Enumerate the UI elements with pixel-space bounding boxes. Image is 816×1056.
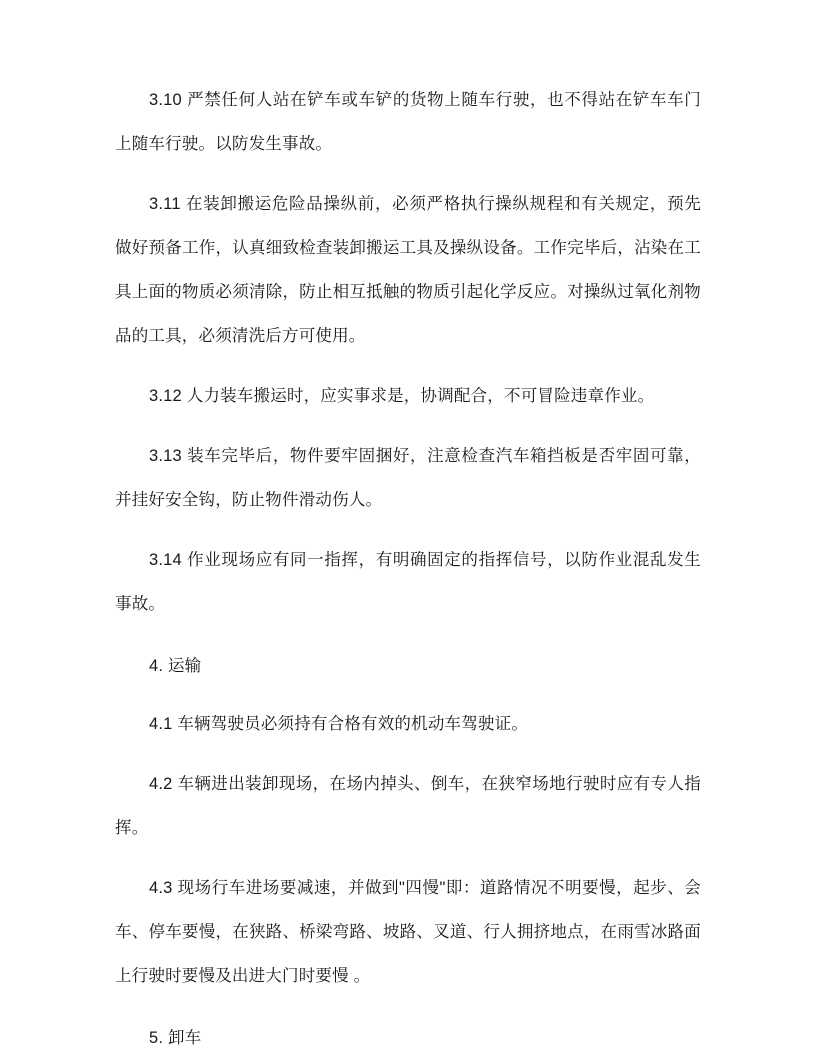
- paragraph-spacer: [115, 418, 701, 434]
- paragraph-3-12: 3.12 人力装车搬运时，应实事求是，协调配合，不可冒险违章作业。: [149, 387, 655, 405]
- paragraph-spacer: [115, 358, 701, 374]
- paragraph-3-11: 3.11 在装卸搬运危险品操纵前，必须严格执行操纵规程和有关规定，预先做好预备工作，认真细致检查装卸搬运工具及操纵设备。工作完毕后，沾染在工具上面的物质必须清除，防止相互抵触的物质引起化学反应。对操纵过氧化剂物品的工具，必须清洗后方可使用。: [115, 195, 701, 345]
- heading-section-4-transport: 4. 运输: [149, 657, 202, 675]
- paragraph-spacer: [115, 746, 701, 762]
- paragraph-spacer: [115, 166, 701, 182]
- paragraph-spacer: [115, 522, 701, 538]
- heading-section-5-unloading: 5. 卸车: [149, 1029, 202, 1047]
- paragraph-4-2: 4.2 车辆进出装卸现场，在场内掉头、倒车，在狭窄场地行驶时应有专人指挥。: [115, 775, 701, 837]
- paragraph-spacer: [115, 850, 701, 866]
- paragraph-spacer: [115, 688, 701, 702]
- paragraph-spacer: [115, 626, 701, 644]
- paragraph-3-10: 3.10 严禁任何人站在铲车或车铲的货物上随车行驶，也不得站在铲车车门上随车行驶。以防发生事故。: [115, 91, 701, 153]
- paragraph-3-14: 3.14 作业现场应有同一指挥，有明确固定的指挥信号，以防作业混乱发生事故。: [115, 551, 701, 613]
- paragraph-3-13: 3.13 装车完毕后，物件要牢固捆好，注意检查汽车箱挡板是否牢固可靠，并挂好安全钩，防止物件滑动伤人。: [115, 447, 701, 509]
- paragraph-4-1: 4.1 车辆驾驶员必须持有合格有效的机动车驾驶证。: [149, 715, 529, 733]
- document-body: [115, 78, 701, 1056]
- paragraph-spacer: [115, 998, 701, 1016]
- paragraph-4-3: 4.3 现场行车进场要减速，并做到"四慢"即：道路情况不明要慢，起步、会车、停车要慢，在狭路、桥梁弯路、坡路、叉道、行人拥挤地点，在雨雪冰路面上行驶时要慢及出进大门时要慢 。: [115, 879, 701, 985]
